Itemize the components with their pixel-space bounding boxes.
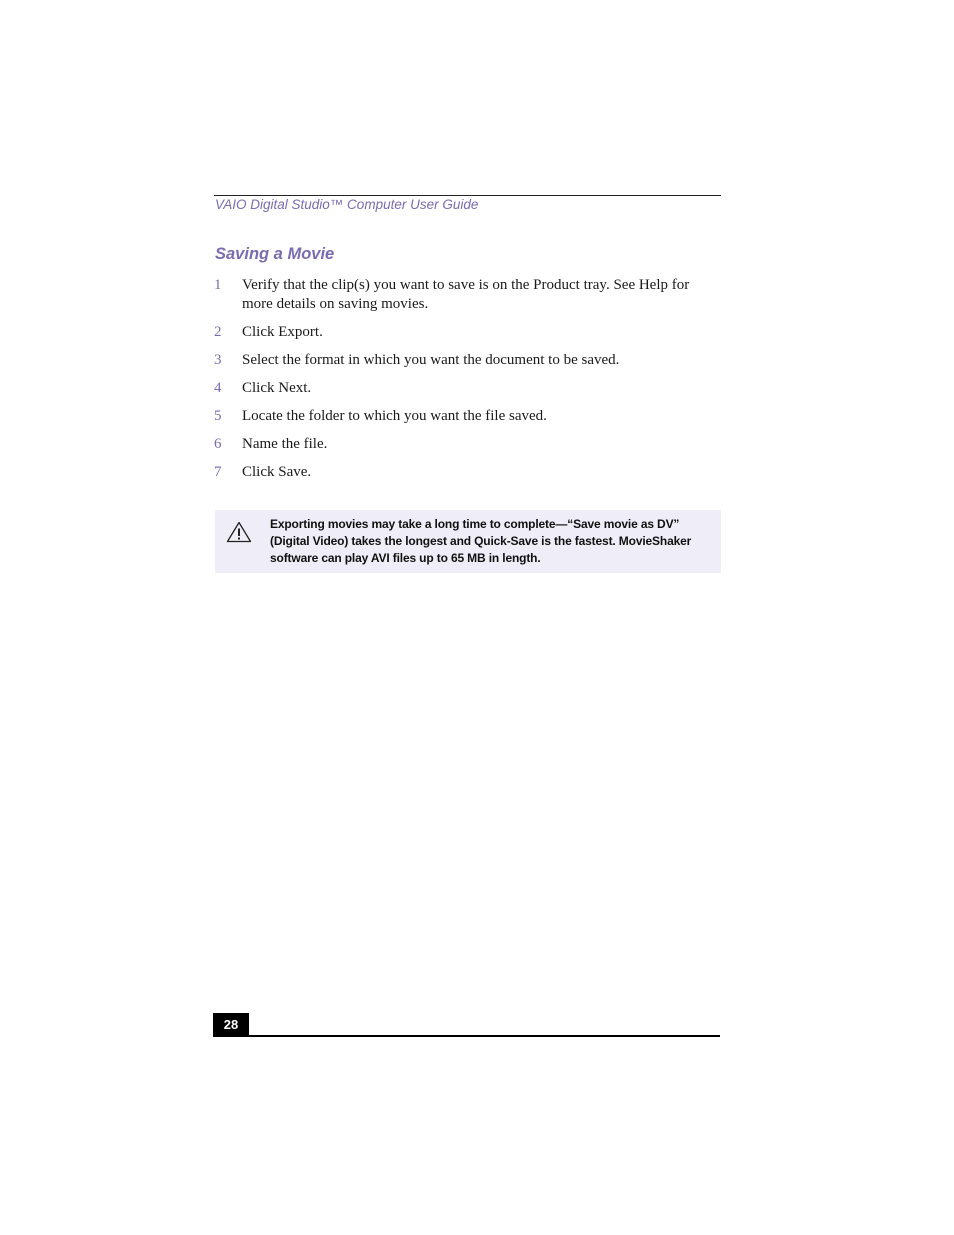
step-item [214,276,714,314]
step-text: Click Export. [242,324,323,340]
step-item [214,435,714,454]
step-text: Locate the folder to which you want the file saved. [242,408,547,424]
step-number: 2 [214,324,222,340]
header-rule [214,195,721,196]
steps-list [214,276,714,491]
step-number: 1 [214,277,222,293]
footer-rule [213,1035,720,1037]
step-text: Click Next. [242,380,312,396]
section-title: Saving a Movie [215,245,335,263]
step-text: Select the format in which you want the document to be saved. [242,352,620,368]
step-text: Verify that the clip(s) you want to save is on the Product tray. See Help for more details on saving movies. [242,277,690,312]
page-number: 28 [213,1013,249,1036]
step-item [214,463,714,482]
step-number: 7 [214,464,222,480]
step-item [214,323,714,342]
step-number: 4 [214,380,222,396]
note-box [215,510,721,573]
step-text: Click Save. [242,464,312,480]
step-number: 6 [214,436,222,452]
step-item [214,407,714,426]
step-text: Name the file. [242,436,328,452]
step-item [214,379,714,398]
step-number: 5 [214,408,222,424]
step-number: 3 [214,352,222,368]
running-head: VAIO Digital Studio™ Computer User Guide [215,197,479,212]
warning-icon [226,521,252,543]
note-text: Exporting movies may take a long time to complete—“Save movie as DV” (Digital Video) takes the longest and Quick-Save is the fastest. MovieShaker software can play AVI files up to 65 MB in length. [270,517,692,565]
step-item [214,351,714,370]
